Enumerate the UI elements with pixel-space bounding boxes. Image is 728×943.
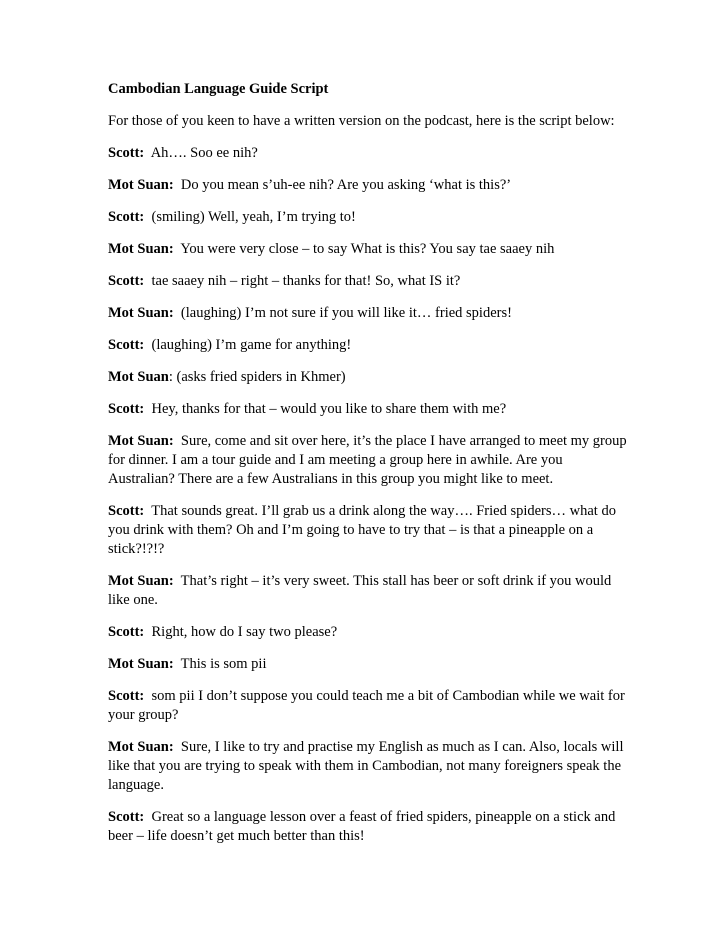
- dialogue-text: Sure, come and sit over here, it’s the place I have arranged to meet my group for dinner. I am a tour guide and I am meeting a group here in awhile. Are you Australian? There are a few Australians in this group you might like to meet.: [108, 433, 627, 487]
- dialogue-line: [108, 502, 628, 559]
- speaker-name: Mot Suan:: [108, 433, 174, 449]
- speaker-name: Scott:: [108, 809, 145, 825]
- speaker-name: Scott:: [108, 401, 145, 417]
- dialogue-line: [108, 687, 628, 725]
- dialogue-line: [108, 336, 628, 355]
- dialogue-line: [108, 572, 628, 610]
- speaker-name: Mot Suan:: [108, 177, 174, 193]
- speaker-name: Scott:: [108, 273, 145, 289]
- dialogue-line: [108, 655, 628, 674]
- dialogue-text: (smiling) Well, yeah, I’m trying to!: [151, 209, 356, 225]
- dialogue-text: Hey, thanks for that – would you like to share them with me?: [151, 401, 507, 417]
- speaker-name: Scott:: [108, 209, 145, 225]
- dialogue-text: som pii I don’t suppose you could teach me a bit of Cambodian while we wait for your group?: [108, 688, 625, 723]
- dialogue-line: [108, 738, 628, 795]
- speaker-name: Mot Suan:: [108, 241, 174, 257]
- dialogue-text: Sure, I like to try and practise my English as much as I can. Also, locals will like that you are trying to speak with them in Cambodian, not many foreigners speak the language.: [108, 739, 624, 793]
- dialogue-line: [108, 176, 628, 195]
- speaker-name: Scott:: [108, 145, 145, 161]
- dialogue-line: [108, 432, 628, 489]
- speaker-name: Scott:: [108, 337, 145, 353]
- dialogue-line: [108, 240, 628, 259]
- dialogue-text: Ah…. Soo ee nih?: [150, 145, 258, 161]
- dialogue-text: (laughing) I’m not sure if you will like it… fried spiders!: [180, 305, 512, 321]
- dialogue-text: : (asks fried spiders in Khmer): [168, 369, 346, 385]
- dialogue-text: Great so a language lesson over a feast of fried spiders, pineapple on a stick and beer – life doesn’t get much better than this!: [108, 809, 616, 844]
- speaker-name: Mot Suan:: [108, 305, 174, 321]
- dialogue-text: That’s right – it’s very sweet. This stall has beer or soft drink if you would like one.: [108, 573, 612, 608]
- dialogue-line: [108, 400, 628, 419]
- document-page: [108, 80, 628, 859]
- dialogue-line: [108, 144, 628, 163]
- dialogue-text: That sounds great. I’ll grab us a drink along the way…. Fried spiders… what do you drink with them? Oh and I’m going to have to try that – is that a pineapple on a stick?!?!?: [108, 503, 616, 557]
- dialogue-line: [108, 623, 628, 642]
- speaker-name: Scott:: [108, 503, 145, 519]
- dialogue-line: [108, 208, 628, 227]
- dialogue-text: Do you mean s’uh-ee nih? Are you asking ‘what is this?’: [180, 177, 512, 193]
- dialogue-text: You were very close – to say What is this? You say tae saaey nih: [180, 241, 555, 257]
- speaker-name: Mot Suan: [108, 369, 169, 385]
- dialogue-line: [108, 368, 628, 387]
- dialogue-text: This is som pii: [180, 656, 267, 672]
- speaker-name: Scott:: [108, 688, 145, 704]
- dialogue-text: (laughing) I’m game for anything!: [151, 337, 352, 353]
- dialogue-line: [108, 304, 628, 323]
- dialogue-line: [108, 272, 628, 291]
- speaker-name: Mot Suan:: [108, 573, 174, 589]
- dialogue-text: Right, how do I say two please?: [151, 624, 338, 640]
- speaker-name: Mot Suan:: [108, 656, 174, 672]
- dialogue-text: tae saaey nih – right – thanks for that! So, what IS it?: [151, 273, 461, 289]
- dialogue-line: [108, 808, 628, 846]
- document-title: Cambodian Language Guide Script: [108, 81, 329, 97]
- speaker-name: Mot Suan:: [108, 739, 174, 755]
- speaker-name: Scott:: [108, 624, 145, 640]
- intro-paragraph: For those of you keen to have a written version on the podcast, here is the script below:: [108, 113, 615, 129]
